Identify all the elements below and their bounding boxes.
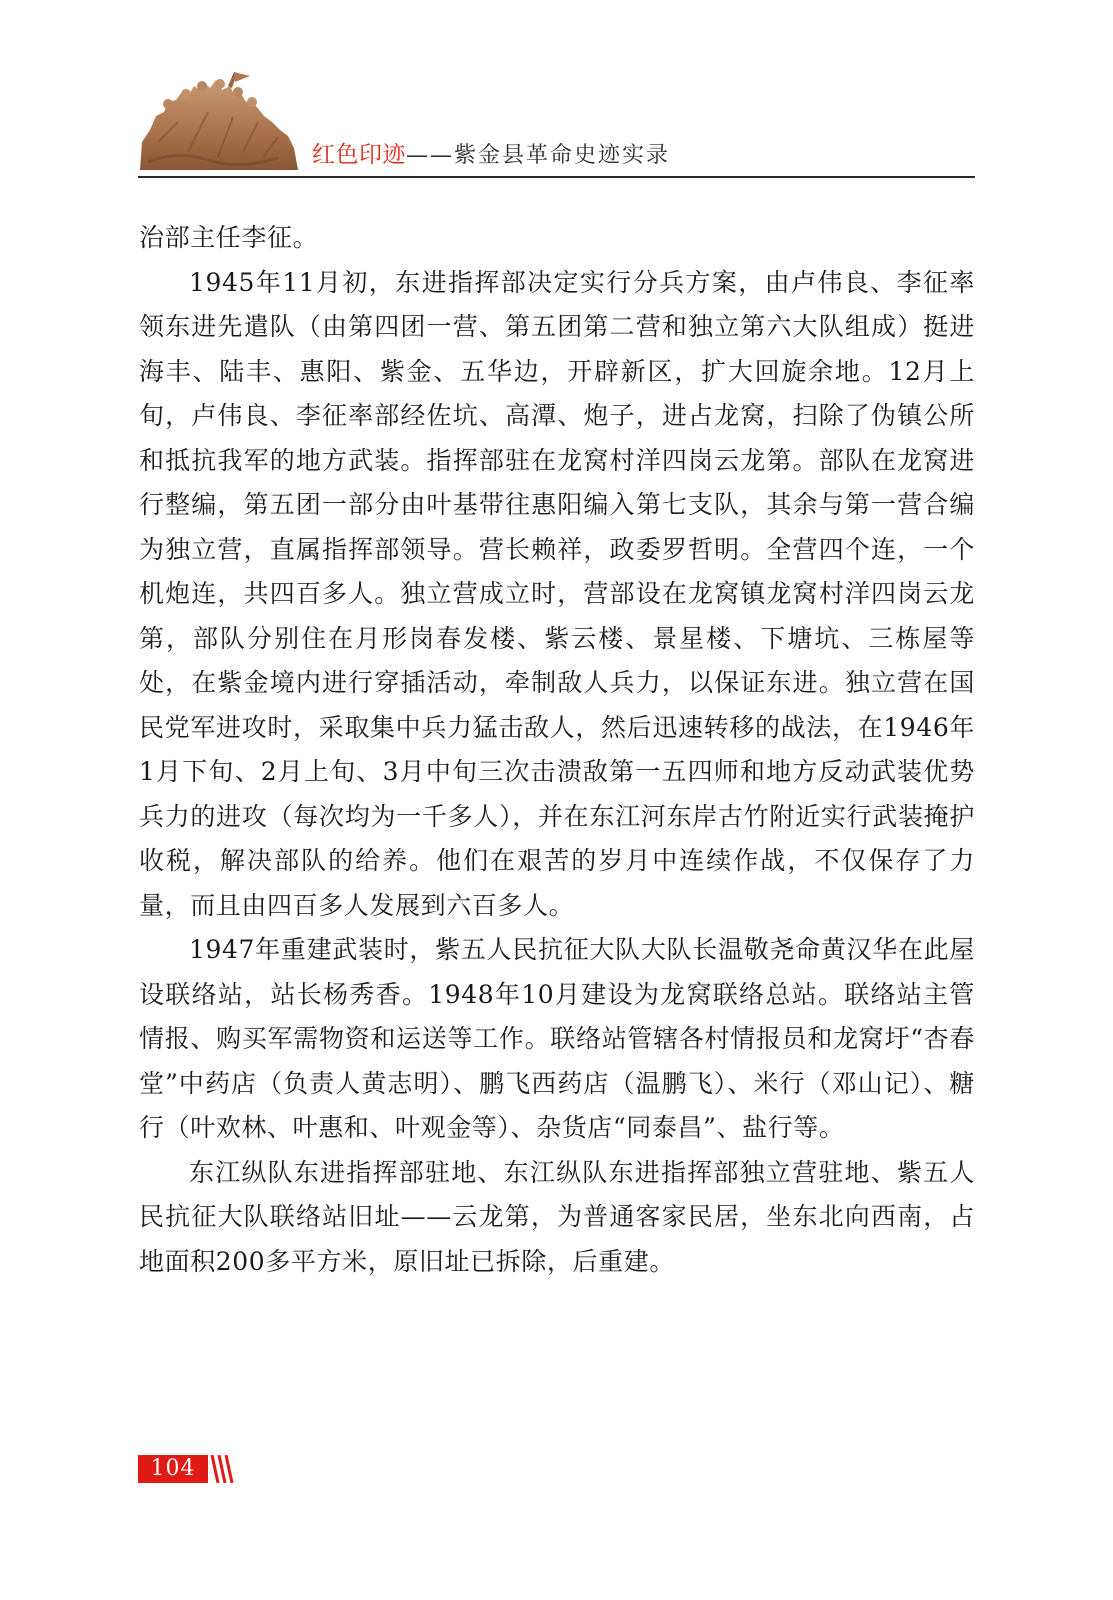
book-title-red: 红色印迹 [312,142,406,168]
page-footer [138,1455,258,1485]
paragraph: 1945年11月初，东进指挥部决定实行分兵方案，由卢伟良、李征率领东进先遣队（由第四团一营、第五团第二营和独立第六大队组成）挺进海丰、陆丰、惠阳、紫金、五华边，开辟新区，扩大回旋余地。12月上旬，卢伟良、李征率部经佐坑、高潭、炮子，进占龙窝，扫除了伪镇公所和抵抗我军的地方武装。指挥部驻在龙窝村洋四岗云龙第。部队在龙窝进行整编，第五团一部分由叶基带往惠阳编入第七支队，其余与第一营合编为独立营，直属指挥部领导。营长赖祥，政委罗哲明。全营四个连，一个机炮连，共四百多人。独立营成立时，营部设在龙窝镇龙窝村洋四岗云龙第，部队分别住在月形岗春发楼、紫云楼、景星楼、下塘坑、三栋屋等处，在紫金境内进行穿插活动，牵制敌人兵力，以保证东进。独立营在国民党军进攻时，采取集中兵力猛击敌人，然后迅速转移的战法，在1946年1月下旬、2月上旬、3月中旬三次击溃敌第一五四师和地方反动武装优势兵力的进攻（每次均为一千多人），并在东江河东岸古竹附近实行武装掩护收税，解决部队的给养。他们在艰苦的岁月中连续作战，不仅保存了力量，而且由四百多人发展到六百多人。 [139,267,975,920]
book-title-dash: —— [406,143,454,168]
paragraph-continuation: 治部主任李征。 [139,223,319,252]
page-number: 104 [138,1455,208,1483]
page-header [0,0,1113,180]
book-title-subtitle: 紫金县革命史迹实录 [454,143,671,168]
header-divider [138,176,975,178]
book-title [312,138,670,174]
paragraph: 东江纵队东进指挥部驻地、东江纵队东进指挥部独立营驻地、紫五人民抗征大队联络站旧址——云龙第，为普通客家民居，坐东北向西南，占地面积200多平方米，原旧址已拆除，后重建。 [139,1157,975,1276]
body-text [139,216,975,1284]
slash-decoration-icon [210,1455,238,1483]
revolutionary-sculpture-icon [138,72,298,170]
paragraph: 1947年重建武装时，紫五人民抗征大队大队长温敬尧命黄汉华在此屋设联络站，站长杨秀香。1948年10月建设为龙窝联络总站。联络站主管情报、购买军需物资和运送等工作。联络站管辖各村情报员和龙窝圩“杏春堂”中药店（负责人黄志明）、鹏飞西药店（温鹏飞）、米行（邓山记）、糖行（叶欢林、叶惠和、叶观金等）、杂货店“同泰昌”、盐行等。 [139,935,975,1142]
